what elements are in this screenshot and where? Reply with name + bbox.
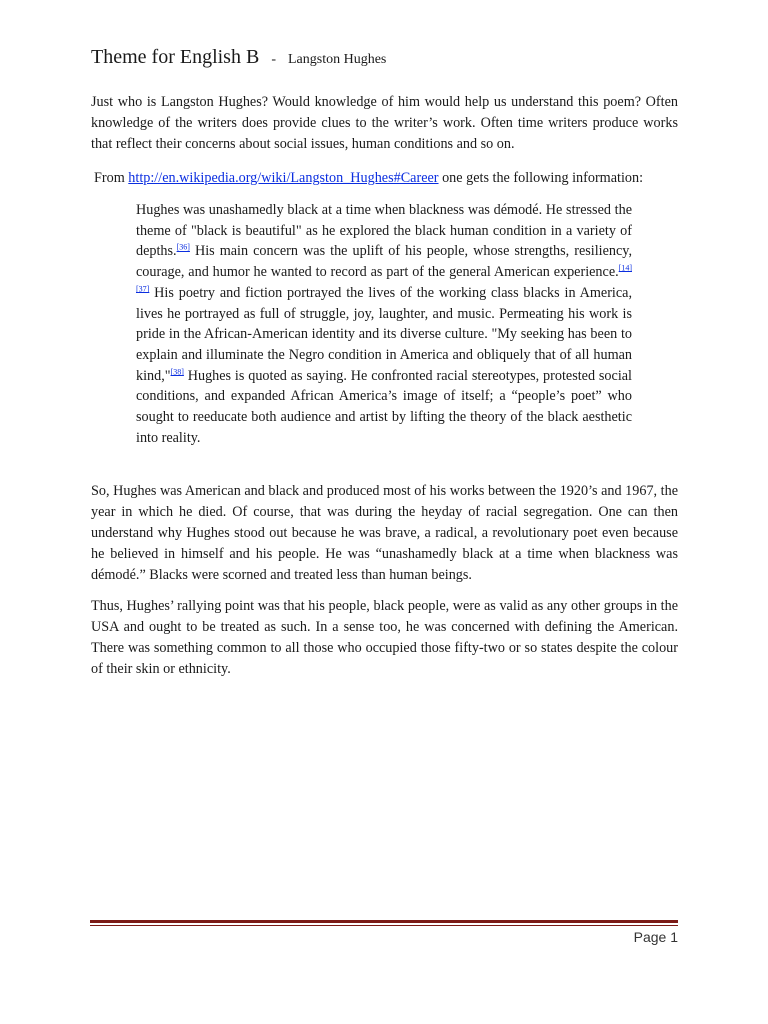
quote-segment-3: His poetry and fiction portrayed the lives of the working class blacks in America, lives he portrayed as full of struggle, joy, laughter, and music. Permeating his work is pride in the African-American identity and its diverse culture. "My seeking has been to explain and illuminate the Negro condition in America and obliquely that of all human kind," [136,284,632,384]
quote-segment-1: Hughes was unashamedly black at a time when blackness was démodé. He stressed the theme of "black is beautiful" as he explored the black human condition in a variety of depths. [136,202,632,260]
citation-link-36[interactable]: [36] [176,242,190,252]
footer-rule-thin [90,925,678,926]
document-title: Theme for English B [91,46,260,68]
citation-link-14-37[interactable]: [14][37] [136,263,632,294]
intro-paragraph: Just who is Langston Hughes? Would knowledge of him would help us understand this poem? Often knowledge of the writers does provide clues to the writer’s work. Often time writers produce works that reflect their concerns about social issues, human conditions and so on. [91,94,678,152]
title-separator: - [271,52,276,67]
citation-link-38[interactable]: [38] [170,366,184,376]
source-suffix: one gets the following information: [438,170,644,186]
page-number: Page 1 [633,929,678,945]
body-paragraph-3: Thus, Hughes’ rallying point was that his people, black people, were as valid as any other groups in the USA and ought to be treated as such. In a sense too, he was concerned with defining the American. There was something common to all those who occupied those fifty-two or so states despite the colour of their skin or ethnicity. [91,598,678,677]
document-author: Langston Hughes [287,52,387,67]
body-paragraph-2: So, Hughes was American and black and produced most of his works between the 1920’s and 1967, the year in which he died. Of course, that was during the heyday of racial segregation. One can then understand why Hughes stood out because he was brave, a radical, a revolutionary poet even because he believed in himself and his people. He was “unashamedly black at a time when blackness was démodé.” Blacks were scorned and treated less than human beings. [91,483,678,583]
quote-segment-2: His main concern was the uplift of his people, whose strengths, resiliency, courage, and humor he wanted to record as part of the general American experience. [136,243,632,281]
footer-rule [90,920,678,923]
document-heading [91,46,386,69]
block-quote [136,200,632,448]
source-paragraph [94,168,684,189]
wikipedia-link[interactable]: http://en.wikipedia.org/wiki/Langston_Hughes#Career [128,170,439,186]
source-prefix: From [94,170,129,186]
quote-segment-4: Hughes is quoted as saying. He confronted racial stereotypes, protested social conditions, and expanded African America’s image of itself; a “people’s poet” who sought to reeducate both audience and artist by lifting the theory of the black aesthetic into reality. [136,367,632,446]
